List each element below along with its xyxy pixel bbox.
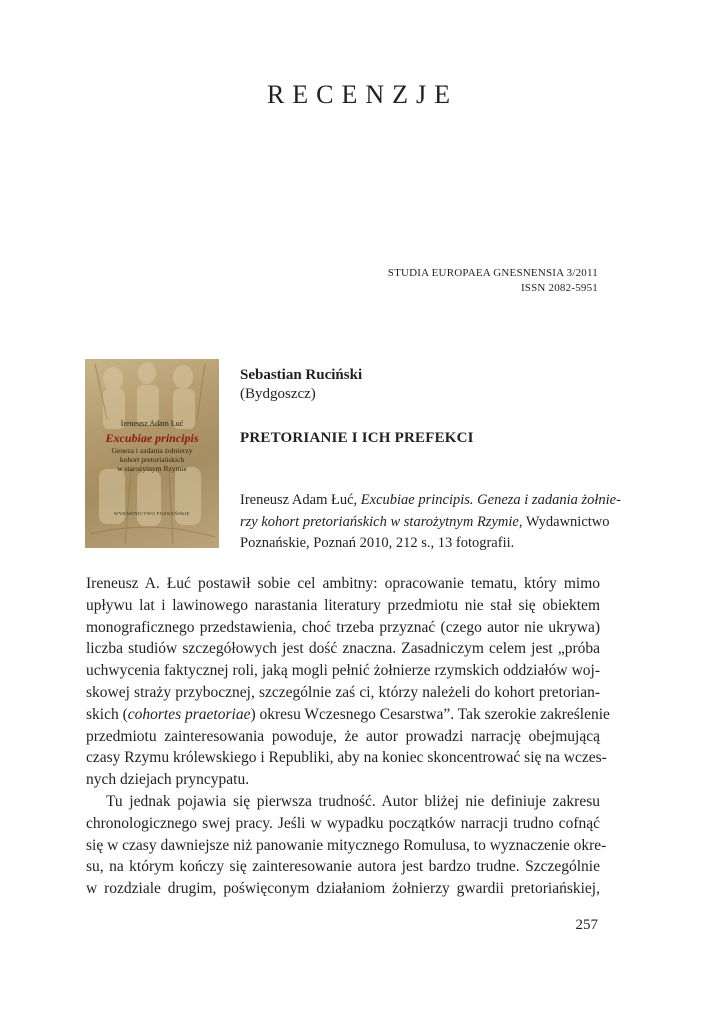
cover-author: Ireneusz Adam Łuć (120, 419, 184, 428)
journal-issn: ISSN 2082-5951 (520, 282, 598, 294)
cover-subtitle-line: Geneza i zadania żołnierzy (111, 446, 193, 455)
section-title: RECENZJE (266, 80, 459, 109)
review-body (86, 573, 610, 900)
body-line: monograficznego przedstawienia, choć trzeba przyznać (czego autor nie ukrywa) (86, 618, 600, 636)
review-author-affiliation: (Bydgoszcz) (240, 386, 316, 402)
cover-subtitle-line: w starożytnym Rzymie (117, 464, 187, 473)
body-line: skowej straży przybocznej, szczególnie zaś ci, którzy należeli do kohort pretorian- (86, 683, 600, 701)
book-cover (85, 359, 219, 548)
reference-title: rzy kohort pretoriańskich w starożytnym Rzymie (240, 513, 519, 530)
article-title: PRETORIANIE I ICH PREFEKCI (240, 430, 474, 446)
body-line: czasy Rzymu królewskiego i Republiki, aby na koniec skoncentrować się na wczes- (86, 749, 607, 767)
body-line: Ireneusz A. Łuć postawił sobie cel ambitny: opracowanie tematu, który mimo (86, 575, 600, 592)
body-line: upływu lat i lawinowego narastania literatury przedmiotu nie stał się obiektem (86, 596, 600, 614)
body-line: Tu jednak pojawia się pierwsza trudność. Autor bliżej nie definiuje zakresu (106, 792, 600, 810)
body-line: w rozdziale drugim, poświęconym działaniom żołnierzy gwardii pretoriańskiej, (86, 880, 600, 898)
reference-publisher: , Wydawnictwo (518, 513, 610, 530)
body-line: przedmiotu zainteresowania powoduje, że autor prowadzi narrację obejmującą (86, 727, 600, 745)
reference-line (240, 490, 621, 512)
body-italic-term: cohortes praetoriae (127, 705, 251, 723)
reference-author: Ireneusz Adam Łuć, (240, 492, 361, 508)
body-text-fragment: ) okresu Wczesnego Cesarstwa”. Tak szerokie zakreślenie (250, 705, 610, 723)
cover-title: Excubiae principis (105, 431, 199, 445)
body-line: się w czasy dawniejsze niż panowanie mitycznego Romulusa, to wyznaczenie okre- (86, 836, 607, 854)
body-line (86, 704, 610, 726)
cover-publisher: WYDAWNICTWO POZNAŃSKIE (113, 511, 191, 516)
cover-subtitle-line: kohort pretoriańskich (119, 455, 185, 464)
body-line: su, na którym kończy się zainteresowanie autora jest bardzo trudne. Szczególnie (86, 858, 600, 876)
body-line: uchwycenia faktycznej roli, jaką mogli pełnić żołnierze rzymskich oddziałów woj- (86, 662, 600, 680)
book-reference (240, 490, 621, 555)
review-author-name: Sebastian Ruciński (240, 367, 363, 383)
page-number: 257 (575, 917, 598, 933)
body-text-fragment: skich ( (86, 705, 128, 723)
reference-line: Poznańskie, Poznań 2010, 212 s., 13 fotografii. (240, 535, 515, 551)
cover-subtitle (93, 446, 211, 473)
body-line: liczba studiów szczegółowych jest dość znaczna. Zasadniczym celem jest „próba (86, 640, 600, 658)
journal-info (298, 266, 598, 296)
body-line: nych dziejach pryncypatu. (86, 771, 250, 789)
journal-name: STUDIA EUROPAEA GNESNENSIA 3/2011 (387, 267, 598, 279)
body-line: chronologicznego swej pracy. Jeśli w wypadku początków narracji trudno cofnąć (86, 814, 600, 832)
reference-line (240, 512, 610, 534)
reference-title: Excubiae principis. Geneza i zadania żołnie- (360, 492, 621, 508)
